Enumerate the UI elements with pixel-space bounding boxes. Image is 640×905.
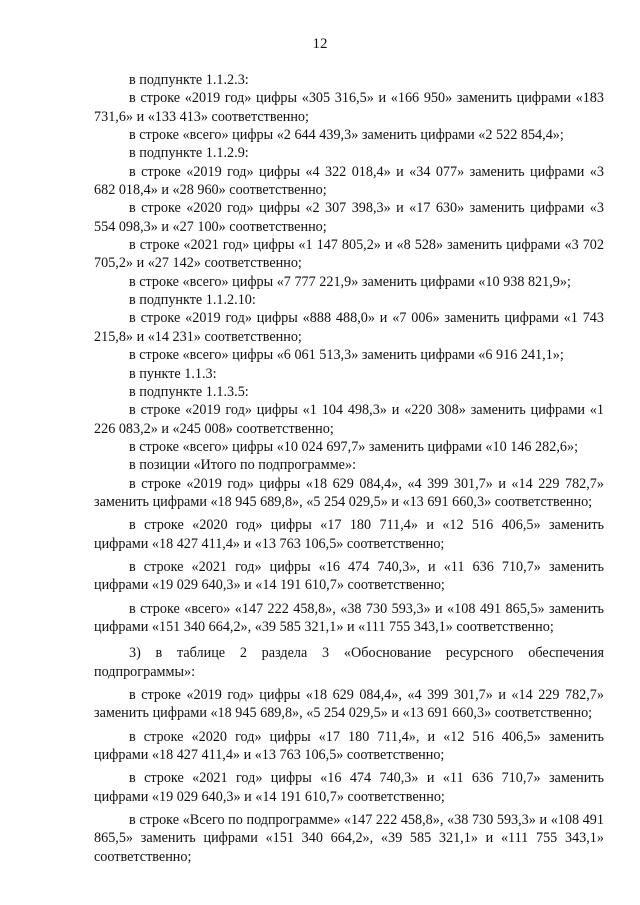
paragraph: в строке «2020 год» цифры «17 180 711,4», и «12 516 406,5» заменить цифрами «18 427 411,4» и «13 763 106,5» соответственно; [94, 728, 604, 764]
paragraph: в строке «2019 год» цифры «4 322 018,4» и «34 077» заменить цифрами «3 682 018,4» и «28 960» соответственно; [94, 163, 604, 199]
paragraph: в строке «2019 год» цифры «305 316,5» и «166 950» заменить цифрами «183 731,6» и «133 413» соответственно; [94, 90, 604, 125]
paragraph: в строке «Всего по подпрограмме» «147 222 458,8», «38 730 593,3» и «108 491 865,5» заменить цифрами «151 340 664,2», «39 585 321,1» и «111 755 343,1» соответственно; [94, 812, 604, 865]
paragraph: в строке «2020 год» цифры «2 307 398,3» и «17 630» заменить цифрами «3 554 098,3» и «27 100» соответственно; [94, 200, 604, 235]
paragraph: в строке «2021 год» цифры «16 474 740,3», и «11 636 710,7» заменить цифрами «19 029 640,3» и «14 191 610,7» соответственно; [94, 558, 604, 594]
paragraph: в строке «2019 год» цифры «1 104 498,3» и «220 308» заменить цифрами «1 226 083,2» и «245 008» соответственно; [94, 402, 604, 437]
paragraph: в позиции «Итого по подпрограмме»: [129, 457, 357, 474]
paragraph: в строке «всего» цифры «7 777 221,9» заменить цифрами «10 938 821,9»; [129, 273, 571, 290]
paragraph: в подпункте 1.1.3.5: [129, 383, 249, 400]
paragraph: в пункте 1.1.3: [129, 365, 217, 382]
paragraph: в строке «2019 год» цифры «18 629 084,4», «4 399 301,7» и «14 229 782,7» заменить цифрами «18 945 689,8», «5 254 029,5» и «13 691 660,3» соответственно; [94, 687, 604, 722]
paragraph: в строке «2020 год» цифры «17 180 711,4» и «12 516 406,5» заменить цифрами «18 427 411,4» и «13 763 106,5» соответственно; [94, 517, 604, 552]
paragraph: в строке «всего» цифры «6 061 513,3» заменить цифрами «6 916 241,1»; [129, 347, 564, 364]
paragraph: в строке «всего» цифры «10 024 697,7» заменить цифрами «10 146 282,6»; [129, 438, 579, 455]
paragraph: в строке «2021 год» цифры «16 474 740,3» и «11 636 710,7» заменить цифрами «19 029 640,3» и «14 191 610,7» соответственно; [94, 770, 604, 805]
paragraph: в подпункте 1.1.2.10: [129, 292, 256, 309]
paragraph: в подпункте 1.1.2.9: [129, 145, 249, 162]
paragraph: в строке «всего» цифры «2 644 439,3» заменить цифрами «2 522 854,4»; [129, 127, 564, 144]
paragraph: 3) в таблице 2 раздела 3 «Обоснование ресурсного обеспечения подпрограммы»: [94, 645, 604, 680]
paragraph: в строке «всего» «147 222 458,8», «38 730 593,3» и «108 491 865,5» заменить цифрами «151 340 664,2», «39 585 321,1» и «111 755 343,1» соответственно; [94, 600, 604, 635]
document-body [94, 71, 604, 866]
paragraph: в подпункте 1.1.2.3: [129, 72, 249, 88]
page-number: 12 [312, 36, 328, 52]
paragraph: в строке «2021 год» цифры «1 147 805,2» и «8 528» заменить цифрами «3 702 705,2» и «27 142» соответственно; [94, 237, 604, 272]
paragraph: в строке «2019 год» цифры «888 488,0» и «7 006» заменить цифрами «1 743 215,8» и «14 231» соответственно; [94, 310, 604, 345]
paragraph: в строке «2019 год» цифры «18 629 084,4», «4 399 301,7» и «14 229 782,7» заменить цифрами «18 945 689,8», «5 254 029,5» и «13 691 660,3» соответственно; [94, 475, 604, 510]
